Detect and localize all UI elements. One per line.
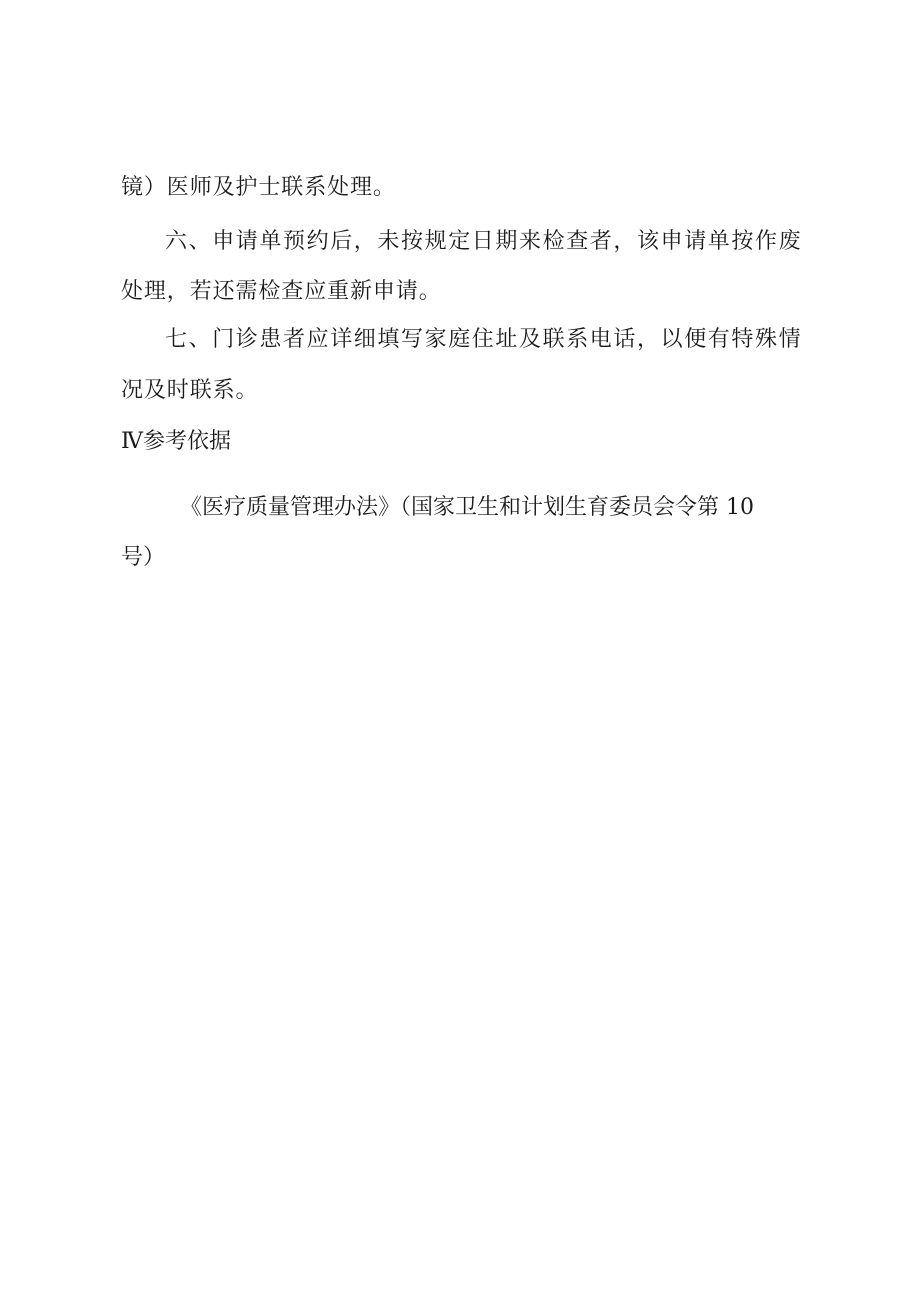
item-7-line-2: 况及时联系。 <box>121 378 259 403</box>
item-7-line-1: 七、门诊患者应详细填写家庭住址及联系电话，以便有特殊情 <box>165 327 803 352</box>
reference-line-1: 《医疗质量管理办法》（国家卫生和计划生育委员会令第 10 <box>180 495 754 520</box>
continuation-line: 镜）医师及护士联系处理。 <box>121 175 396 200</box>
item-6-line-1: 六、申请单预约后，未按规定日期来检查者，该申请单按作废 <box>165 229 803 254</box>
section-heading: Ⅳ参考依据 <box>121 429 231 454</box>
item-6-line-2: 处理，若还需检查应重新申请。 <box>121 279 442 304</box>
reference-line-2: 号） <box>121 545 166 570</box>
